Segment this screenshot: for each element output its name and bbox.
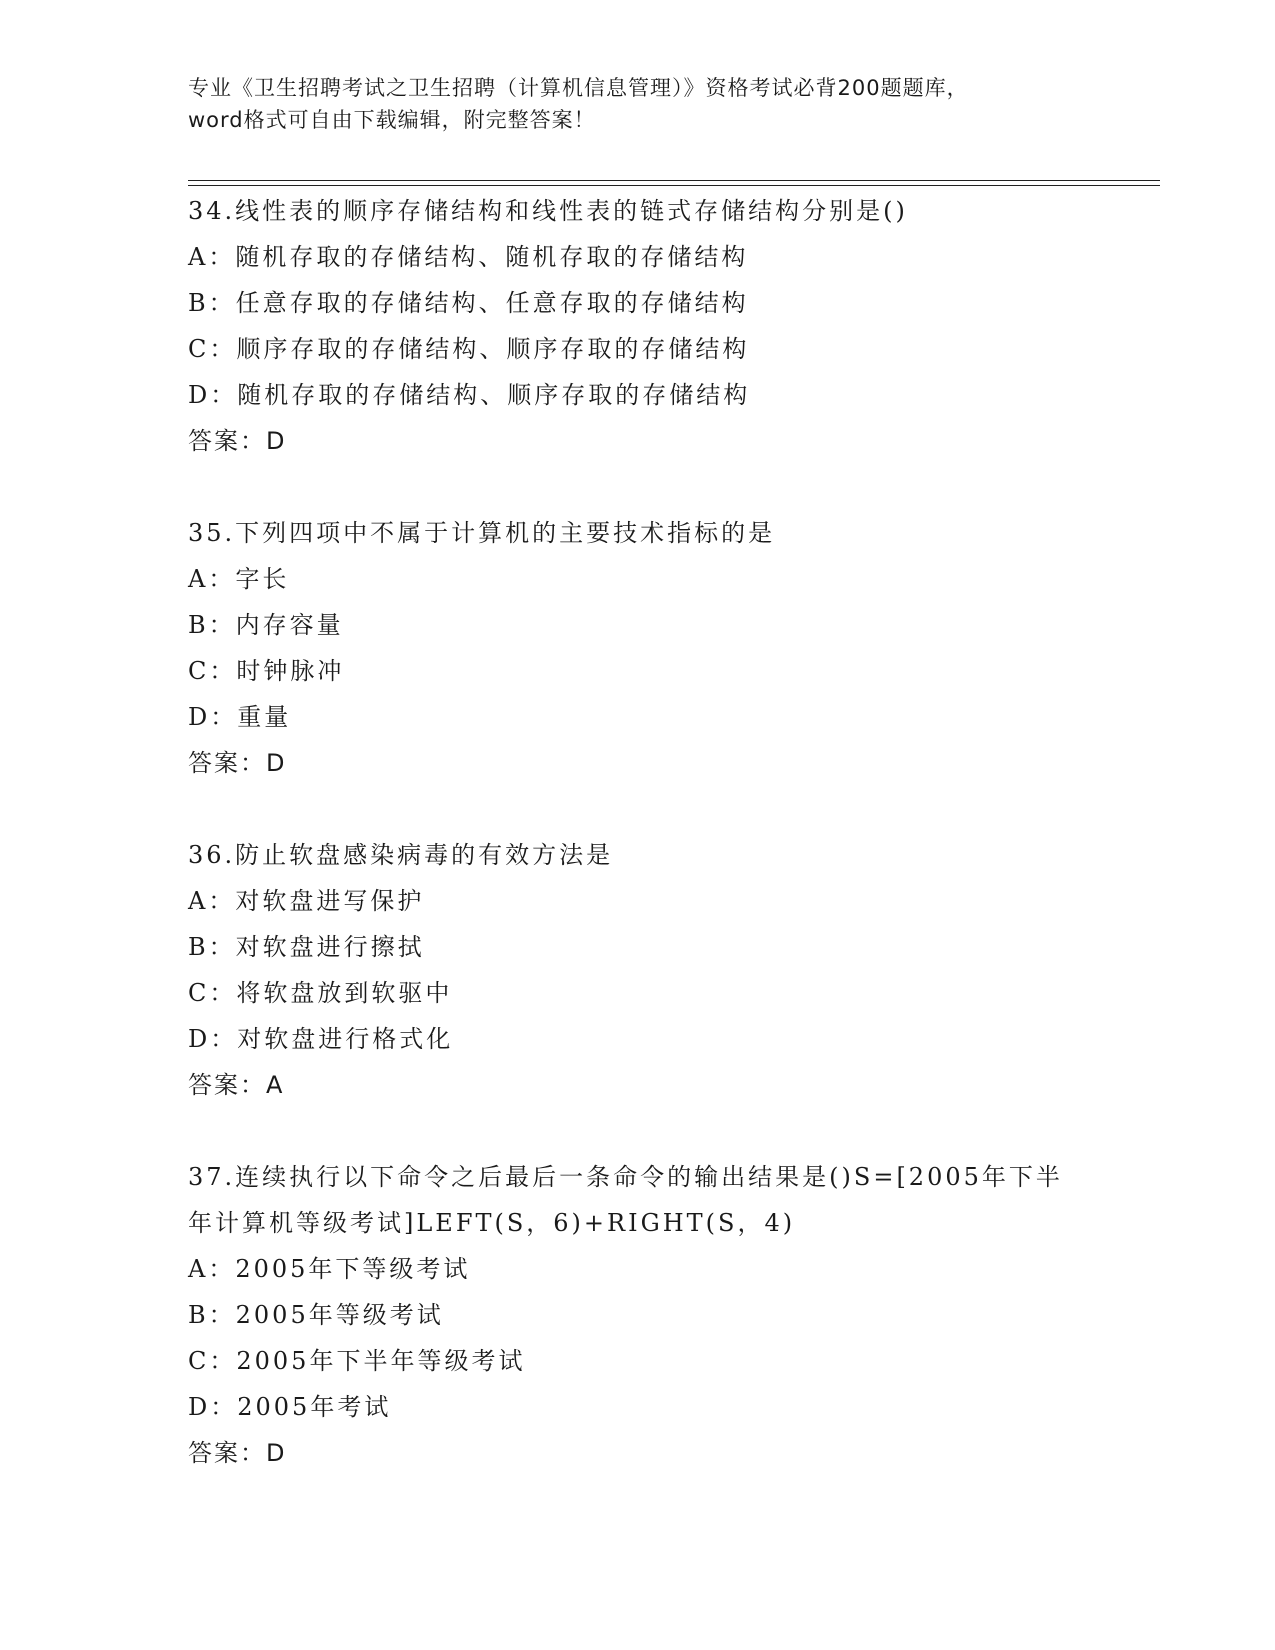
option-b: B：任意存取的存储结构、任意存取的存储结构 bbox=[188, 289, 749, 317]
answer-label: 答案：D bbox=[188, 1439, 287, 1467]
document-header bbox=[188, 72, 1088, 136]
header-divider-top bbox=[188, 180, 1160, 181]
option-c: C：将软盘放到软驱中 bbox=[188, 979, 453, 1007]
answer-label: 答案：D bbox=[188, 749, 287, 777]
option-d: D：对软盘进行格式化 bbox=[188, 1025, 454, 1053]
header-line-1: 专业《卫生招聘考试之卫生招聘（计算机信息管理）》资格考试必背200题题库， bbox=[188, 76, 969, 100]
question-37 bbox=[188, 1154, 1148, 1476]
option-c: C：时钟脉冲 bbox=[188, 657, 345, 685]
header-divider-bottom bbox=[188, 185, 1160, 186]
option-a: A：随机存取的存储结构、随机存取的存储结构 bbox=[188, 243, 749, 271]
option-a: A：字长 bbox=[188, 565, 290, 593]
option-b: B：对软盘进行擦拭 bbox=[188, 933, 425, 961]
question-35 bbox=[188, 510, 1148, 786]
question-34 bbox=[188, 188, 1148, 464]
option-c: C：2005年下半年等级考试 bbox=[188, 1347, 526, 1375]
header-line-2: word格式可自由下载编辑，附完整答案！ bbox=[188, 108, 596, 132]
answer-label: 答案：D bbox=[188, 427, 287, 455]
option-b: B：内存容量 bbox=[188, 611, 344, 639]
option-a: A：2005年下等级考试 bbox=[188, 1255, 471, 1283]
question-36 bbox=[188, 832, 1148, 1108]
option-c: C：顺序存取的存储结构、顺序存取的存储结构 bbox=[188, 335, 750, 363]
question-stem: 34.线性表的顺序存储结构和线性表的链式存储结构分别是() bbox=[188, 197, 908, 225]
option-a: A：对软盘进写保护 bbox=[188, 887, 425, 915]
answer-label: 答案：A bbox=[188, 1071, 285, 1099]
question-stem: 37.连续执行以下命令之后最后一条命令的输出结果是()S=[2005年下半年计算机等级考试]LEFT(S，6)+RIGHT(S，4) bbox=[188, 1163, 1063, 1237]
option-d: D：重量 bbox=[188, 703, 292, 731]
option-d: D：2005年考试 bbox=[188, 1393, 392, 1421]
question-list bbox=[188, 188, 1148, 1522]
question-stem: 35.下列四项中不属于计算机的主要技术指标的是 bbox=[188, 519, 776, 547]
option-b: B：2005年等级考试 bbox=[188, 1301, 444, 1329]
option-d: D：随机存取的存储结构、顺序存取的存储结构 bbox=[188, 381, 751, 409]
question-stem: 36.防止软盘感染病毒的有效方法是 bbox=[188, 841, 614, 869]
